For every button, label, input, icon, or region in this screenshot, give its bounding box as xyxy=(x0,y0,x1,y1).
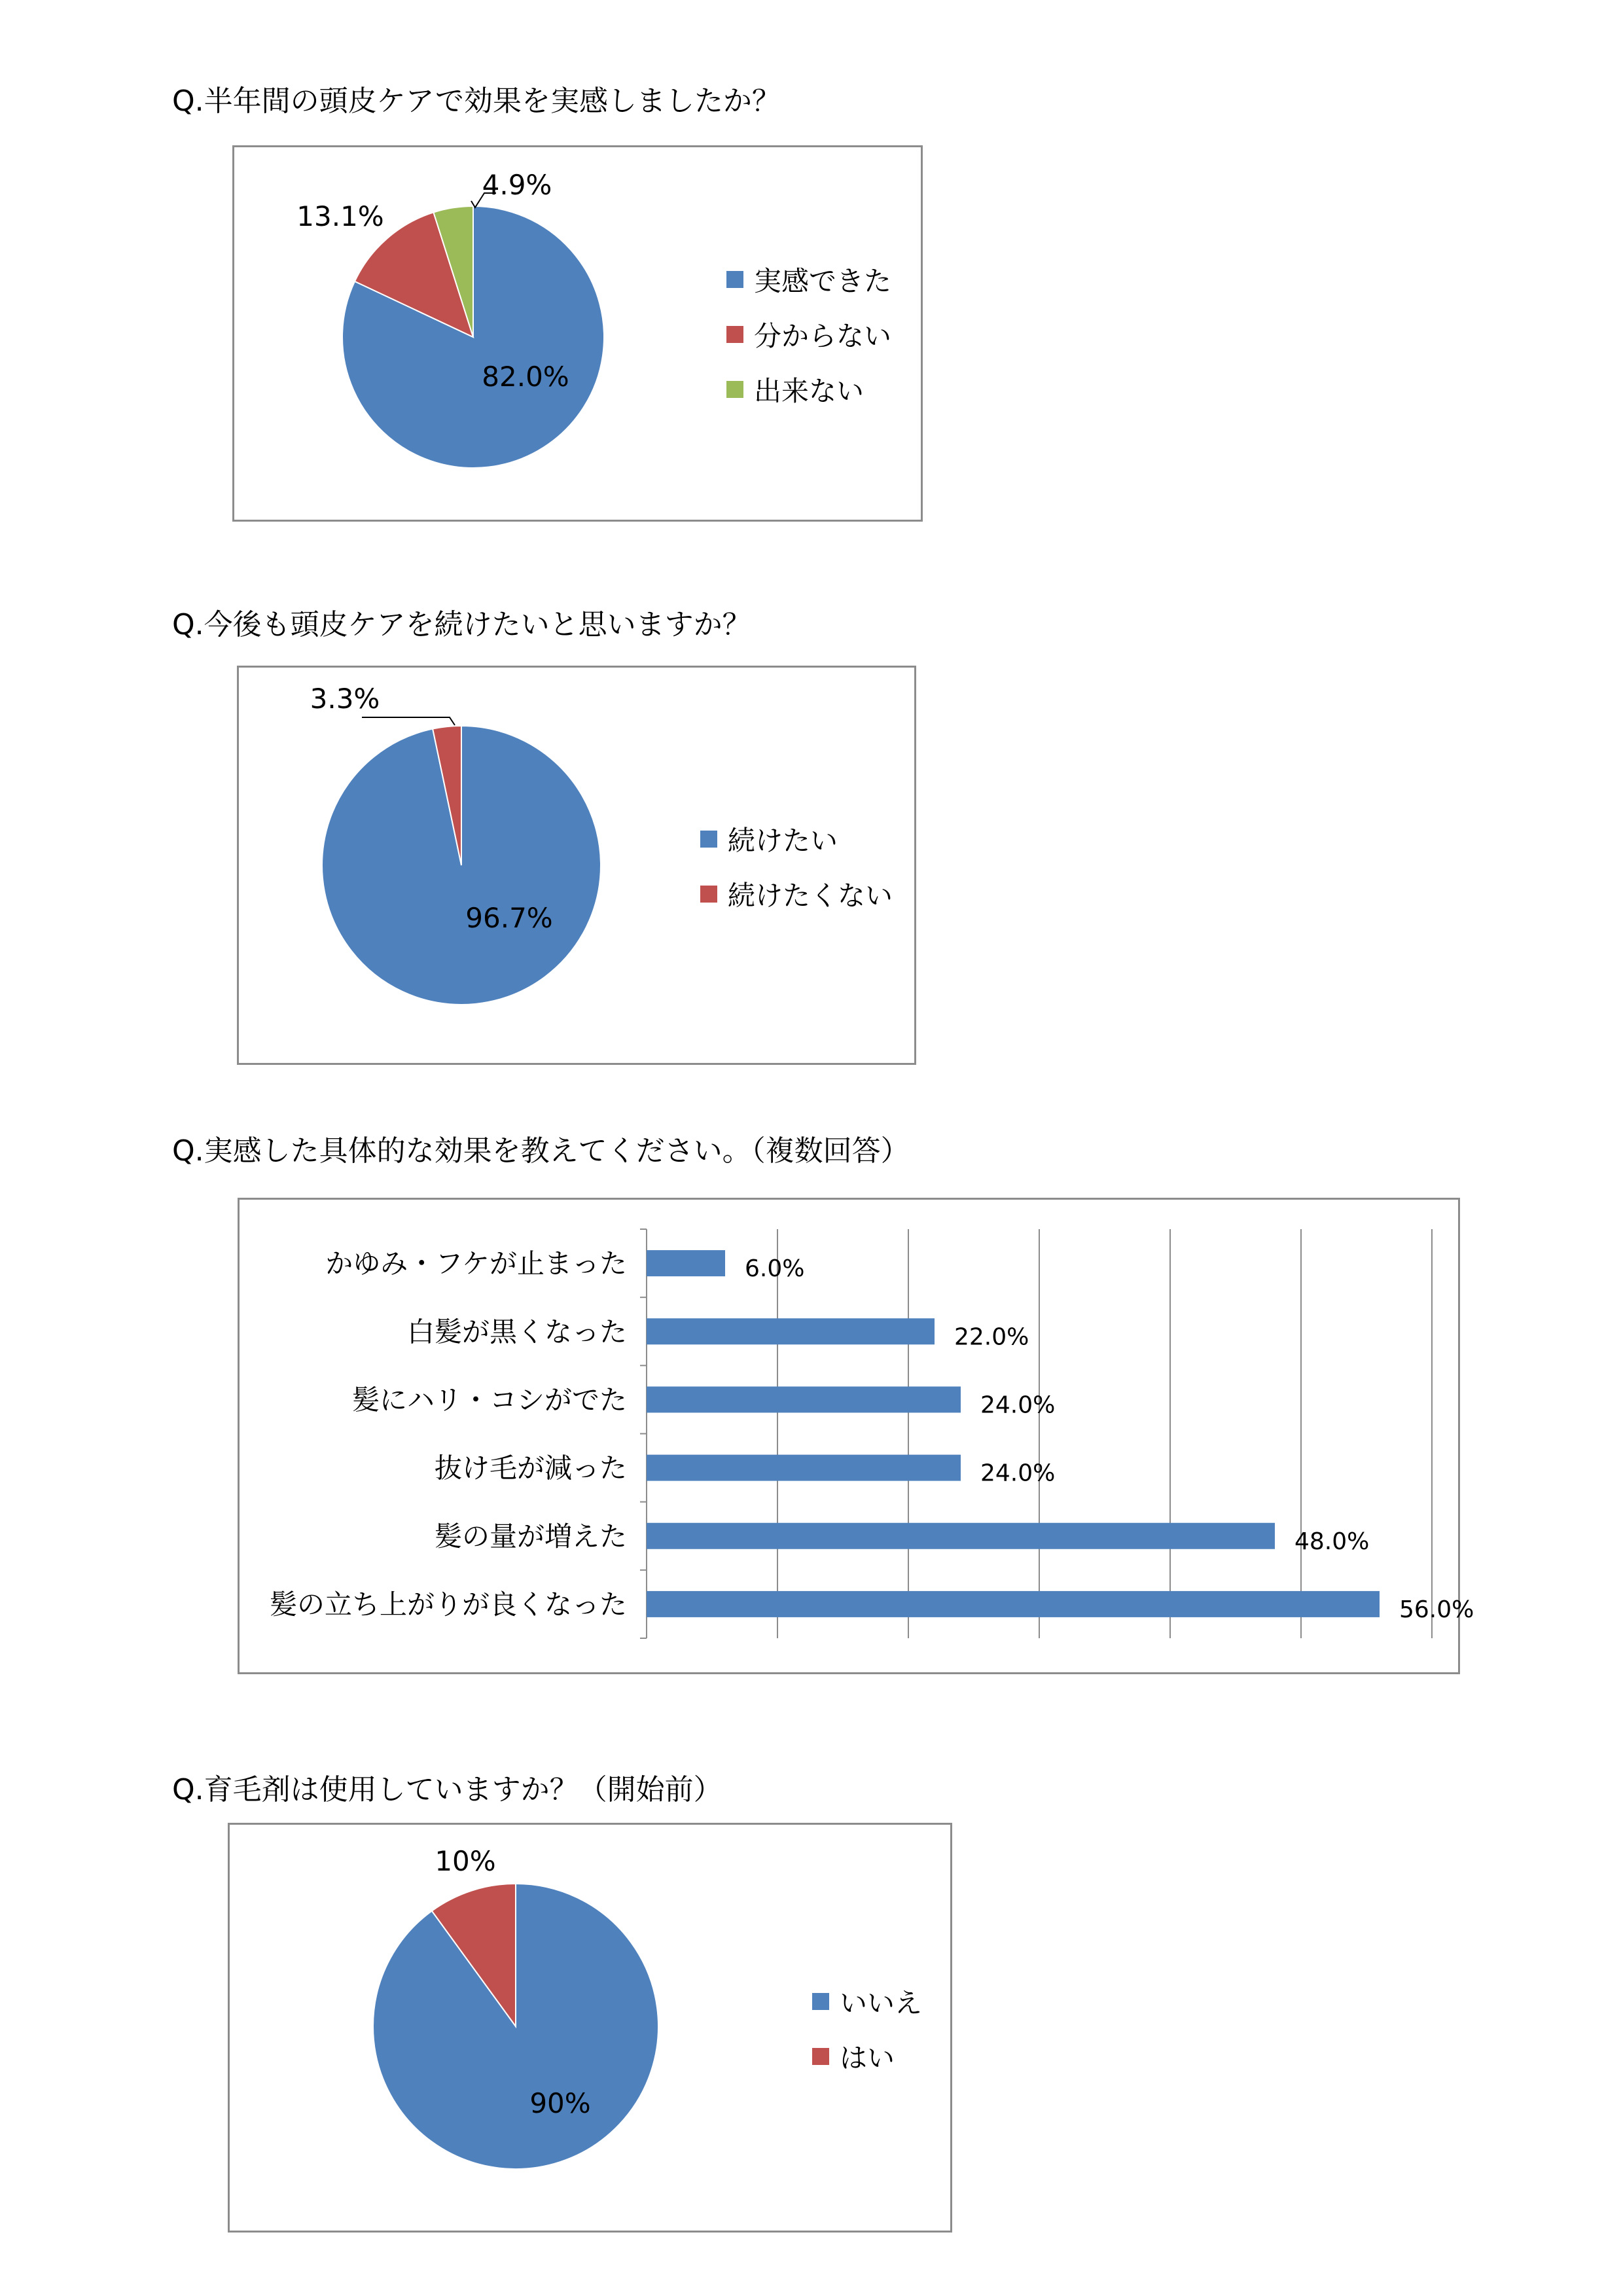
legend-item xyxy=(812,2029,922,2084)
legend-item xyxy=(812,1974,922,2029)
legend-item xyxy=(700,867,893,922)
chart-4-frame xyxy=(228,1823,952,2233)
question-3-title: Q.実感した具体的な効果を教えてください。（複数回答） xyxy=(172,1134,910,1168)
legend-swatch xyxy=(700,831,717,848)
bar-data-label: 56.0% xyxy=(1399,1596,1474,1623)
pie-data-label: 82.0% xyxy=(482,361,569,393)
question-2-title: Q.今後も頭皮ケアを続けたいと思いますか？ xyxy=(172,608,751,641)
bar xyxy=(647,1250,725,1276)
category-label: 髪の量が増えた xyxy=(434,1520,627,1552)
category-label: 髪の立ち上がりが良くなった xyxy=(269,1588,627,1621)
bar-data-label: 24.0% xyxy=(980,1391,1056,1419)
bar-data-label: 24.0% xyxy=(980,1460,1056,1487)
chart-4-legend xyxy=(812,1974,922,2084)
legend-label: 出来ない xyxy=(754,375,865,407)
pie-data-label: 10% xyxy=(435,1845,496,1877)
legend-item xyxy=(726,362,891,417)
legend-swatch xyxy=(726,381,743,398)
legend-label: いいえ xyxy=(840,1987,923,2019)
category-label: かゆみ・フケが止まった xyxy=(325,1247,627,1280)
legend-swatch xyxy=(812,2048,829,2065)
bar xyxy=(647,1523,1275,1549)
legend-item xyxy=(726,252,891,307)
legend-swatch xyxy=(812,1993,829,2010)
chart-3-frame xyxy=(238,1198,1474,1674)
pie-data-label: 13.1% xyxy=(296,200,384,232)
question-4-title: Q.育毛剤は使用していますか？（開始前） xyxy=(172,1773,722,1806)
leader-line xyxy=(362,717,455,725)
category-label: 髪にハリ・コシがでた xyxy=(351,1384,627,1416)
legend-item xyxy=(700,812,893,867)
legend-item xyxy=(726,307,891,362)
pie-data-label: 90% xyxy=(529,2087,591,2119)
chart-1-legend xyxy=(726,252,891,417)
question-1-title: Q.半年間の頭皮ケアで効果を実感しましたか？ xyxy=(172,84,781,118)
legend-label: 続けたい xyxy=(728,825,838,857)
legend-label: はい xyxy=(840,2042,895,2074)
bar-data-label: 22.0% xyxy=(954,1323,1029,1351)
chart-2-frame xyxy=(237,666,916,1065)
bar xyxy=(647,1591,1380,1617)
category-label: 白髪が黒くなった xyxy=(406,1316,627,1348)
bar-data-label: 6.0% xyxy=(745,1255,805,1283)
pie-data-label: 3.3% xyxy=(310,683,380,715)
legend-swatch xyxy=(726,271,743,288)
legend-swatch xyxy=(726,326,743,343)
legend-label: 続けたくない xyxy=(728,880,893,912)
chart-2-legend xyxy=(700,812,893,922)
chart-1-frame xyxy=(232,145,923,522)
bar-data-label: 48.0% xyxy=(1294,1528,1370,1555)
legend-label: 分からない xyxy=(754,320,892,352)
bar xyxy=(647,1386,961,1412)
legend-label: 実感できた xyxy=(754,265,892,297)
legend-swatch xyxy=(700,886,717,903)
bar xyxy=(647,1318,935,1344)
category-label: 抜け毛が減った xyxy=(434,1452,627,1484)
pie-data-label: 4.9% xyxy=(482,169,552,201)
pie-data-label: 96.7% xyxy=(465,902,553,934)
bar xyxy=(647,1455,961,1481)
chart-3-bar xyxy=(240,1200,1474,1676)
